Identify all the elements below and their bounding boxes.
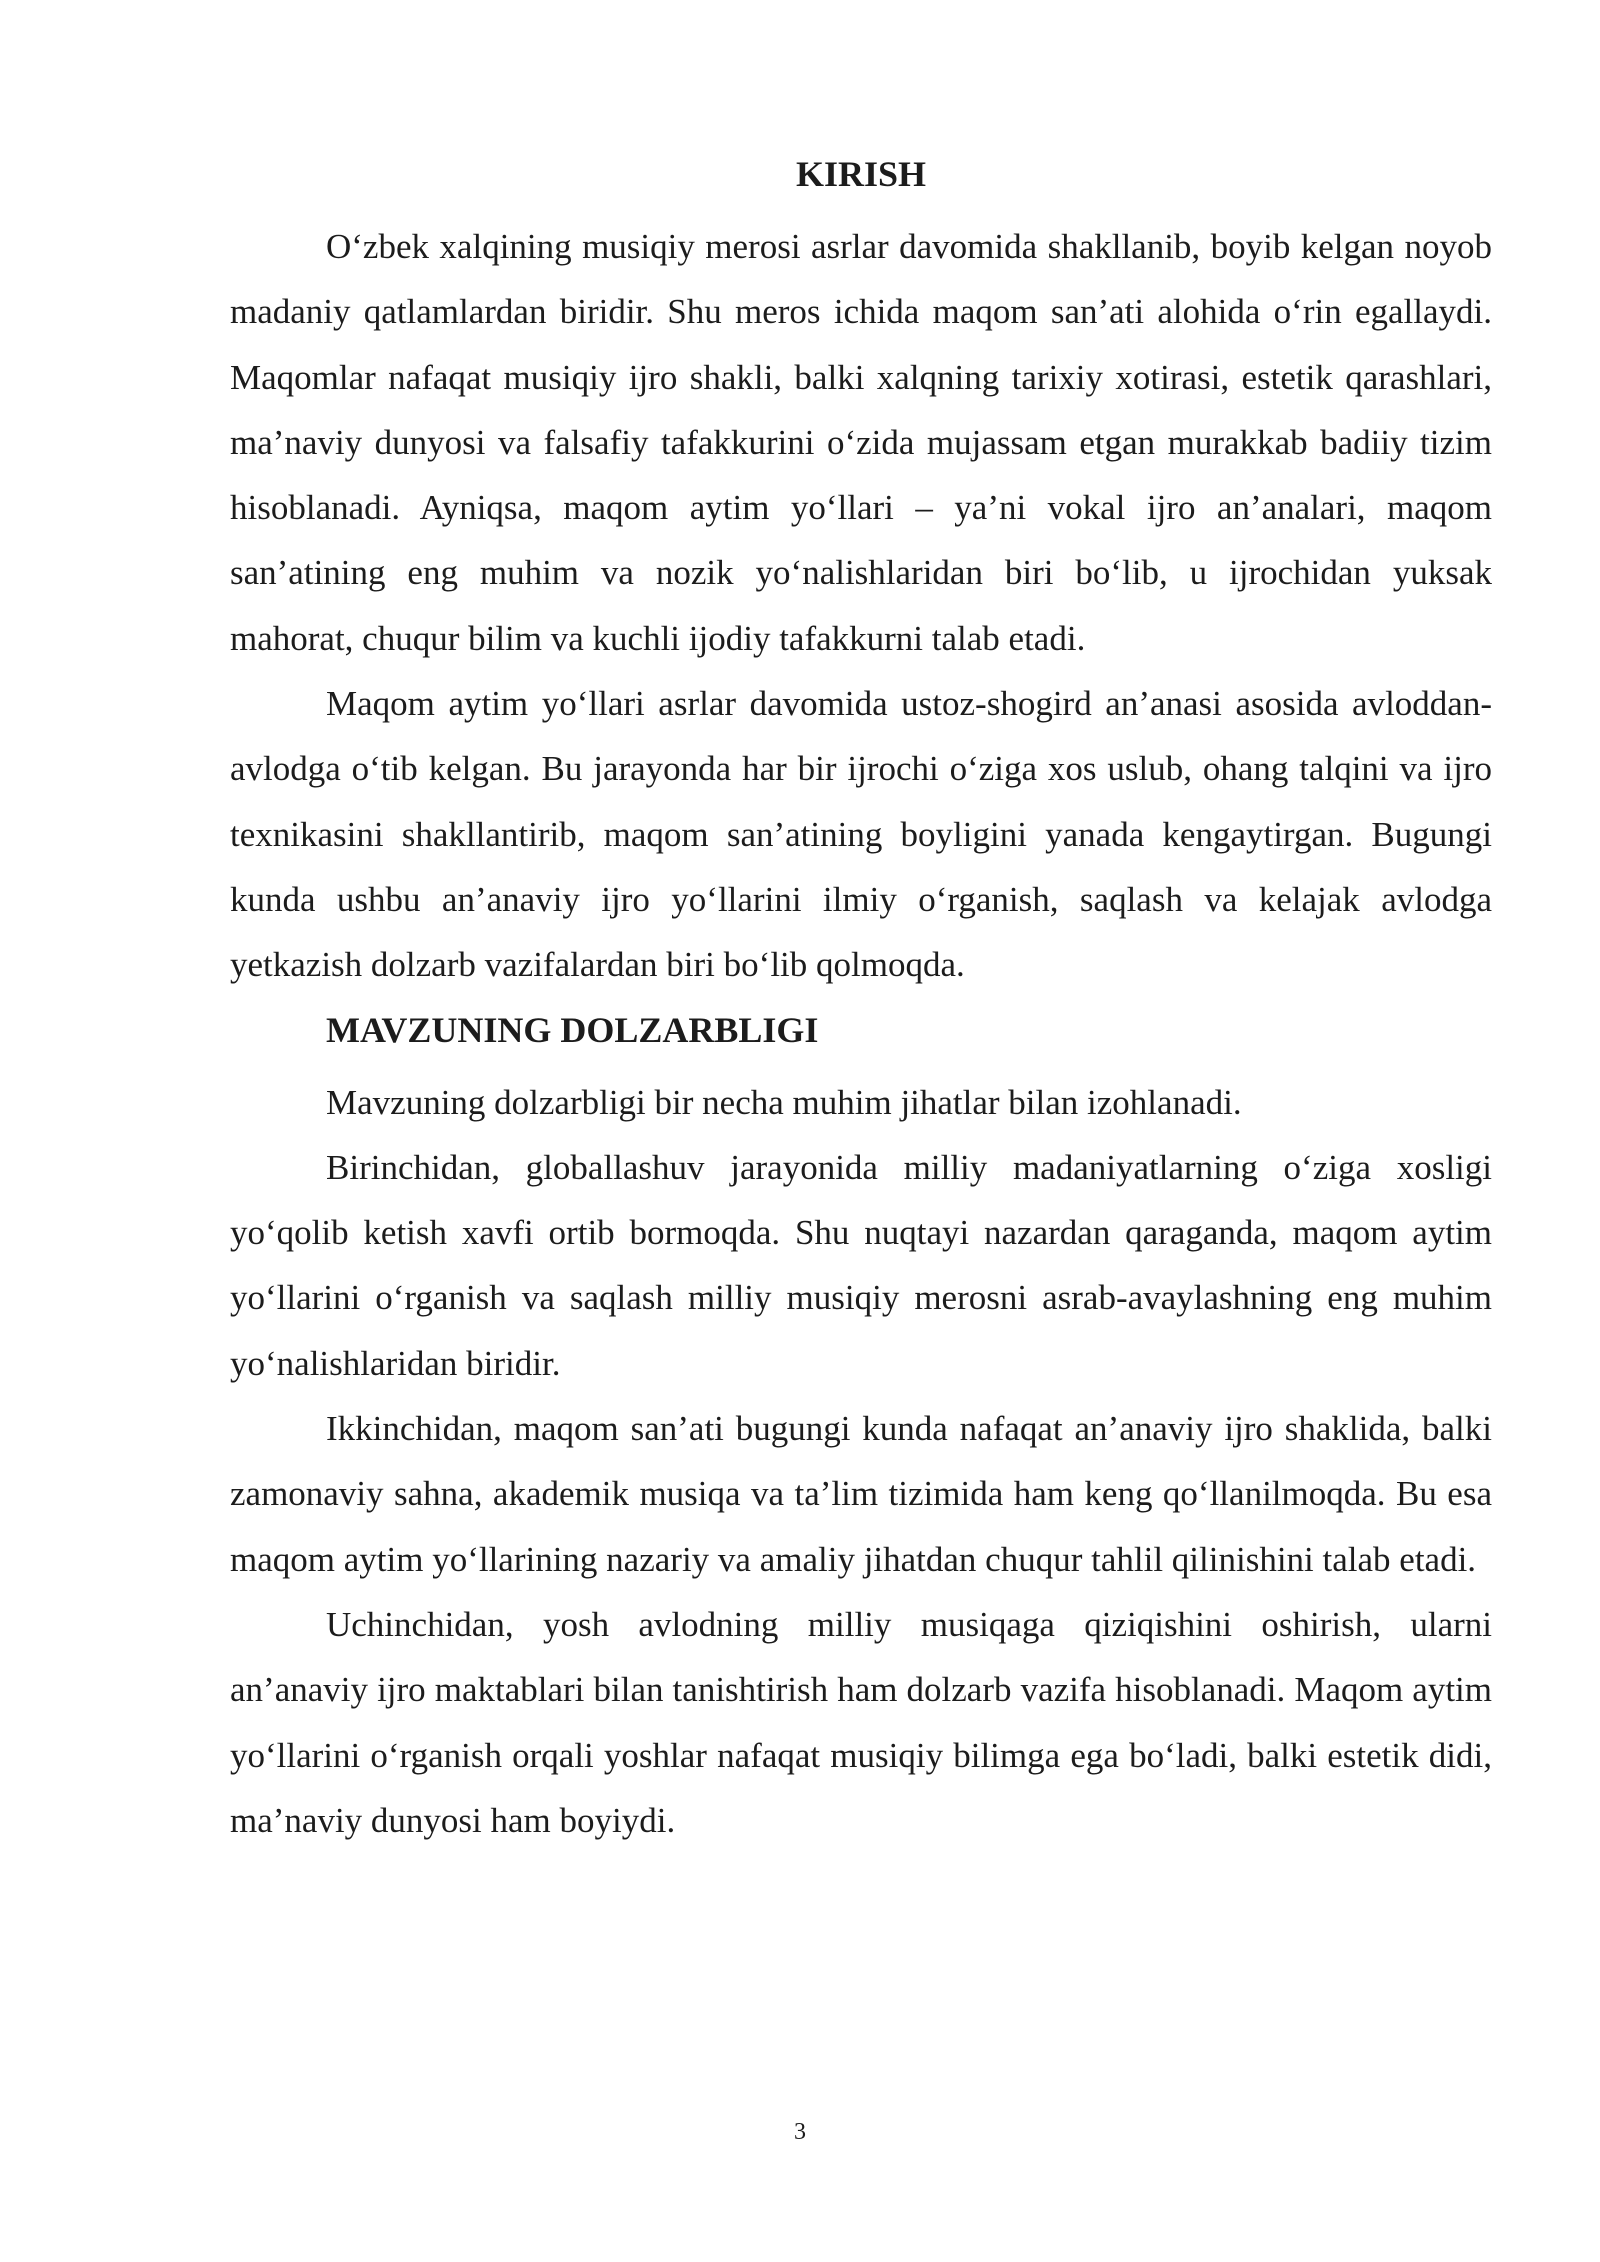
- page-number: 3: [794, 2119, 806, 2145]
- section-paragraph-3: Ikkinchidan, maqom san’ati bugungi kunda nafaqat an’anaviy ijro shaklida, balki zamonaviy sahna, akademik musiqa va ta’lim tizimida ham keng qo‘llanilmoqda. Bu esa maqom aytim yo‘llarining nazariy va amaliy jihatdan chuqur tahlil qilinishini talab etadi.: [230, 1409, 1492, 1579]
- section-paragraph-4: Uchinchidan, yosh avlodning milliy musiqaga qiziqishini oshirish, ularni an’anaviy ijro maktablari bilan tanishtirish ham dolzarb vazifa hisoblanadi. Maqom aytim yo‘llarini o‘rganish orqali yoshlar nafaqat musiqiy bilimga ega bo‘ladi, balki estetik didi, ma’naviy dunyosi ham boyiydi.: [230, 1604, 1492, 1840]
- section-heading: MAVZUNING DOLZARBLIGI: [326, 1009, 819, 1050]
- intro-paragraph-1: O‘zbek xalqining musiqiy merosi asrlar davomida shakllanib, boyib kelgan noyob madaniy qatlamlardan biridir. Shu meros ichida maqom san’ati alohida o‘rin egallaydi. Maqomlar nafaqat musiqiy ijro shakli, balki xalqning tarixiy xotirasi, estetik qarashlari, ma’naviy dunyosi va falsafiy tafakkurini o‘zida mujassam etgan murakkab badiiy tizim hisoblanadi. Ayniqsa, maqom aytim yo‘llari – ya’ni vokal ijro an’analari, maqom san’atining eng muhim va nozik yo‘nalishlaridan biri bo‘lib, u ijrochidan yuksak mahorat, chuqur bilim va kuchli ijodiy tafakkurni talab etadi.: [230, 227, 1492, 658]
- section-paragraph-1: Mavzuning dolzarbligi bir necha muhim jihatlar bilan izohlanadi.: [326, 1082, 1242, 1122]
- page-content: [230, 150, 1492, 1853]
- intro-paragraph-2: Maqom aytim yo‘llari asrlar davomida ustoz-shogird an’anasi asosida avloddan-avlodga o‘tib kelgan. Bu jarayonda har bir ijrochi o‘ziga xos uslub, ohang talqini va ijro texnikasini shakllantirib, maqom san’atining boyligini yanada kengaytirgan. Bugungi kunda ushbu an’anaviy ijro yo‘llarini ilmiy o‘rganish, saqlash va kelajak avlodga yetkazish dolzarb vazifalardan biri bo‘lib qolmoqda.: [230, 684, 1492, 985]
- page-title: KIRISH: [795, 154, 927, 194]
- section-paragraph-2: Birinchidan, globallashuv jarayonida milliy madaniyatlarning o‘ziga xosligi yo‘qolib ketish xavfi ortib bormoqda. Shu nuqtayi nazardan qaraganda, maqom aytim yo‘llarini o‘rganish va saqlash milliy musiqiy merosni asrab-avaylashning eng muhim yo‘nalishlaridan biridir.: [230, 1147, 1492, 1383]
